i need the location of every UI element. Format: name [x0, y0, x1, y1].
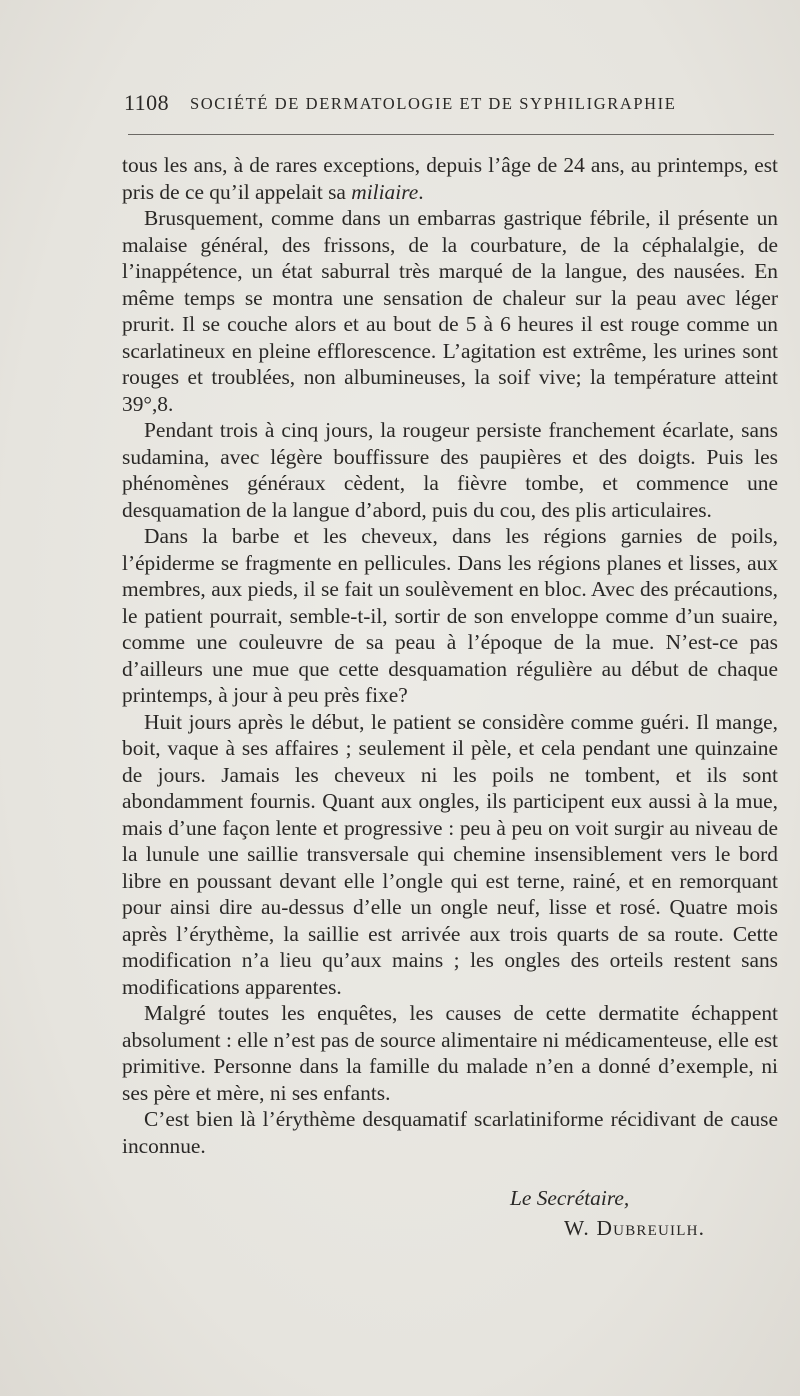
signature-name: W. Dubreuilh. [564, 1216, 706, 1240]
paragraph [122, 152, 778, 205]
paragraph: Pendant trois à cinq jours, la rougeur persiste franchement écarlate, sans sudamina, avec légère bouffissure des paupières et des doigts. Puis les phénomènes généraux cèdent, la fièvre tombe, et commence une desquamation de la langue d’abord, puis du cou, des plis articulaires. [122, 418, 778, 522]
emphasis-term: miliaire [351, 179, 419, 204]
paragraph: Brusquement, comme dans un embarras gastrique fébrile, il présente un malaise général, des frissons, de la courbature, de la céphalalgie, de l’inappétence, un état saburral très marqué de la langue, des nausées. En même temps se montra une sensation de chaleur sur la peau avec léger prurit. Il se couche alors et au bout de 5 à 6 heures il est rouge comme un scarlatineux en pleine efflorescence. L’agitation est extrême, les urines sont rouges et troublées, non albumineuses, la soif vive; la température atteint 39°,8. [122, 206, 778, 416]
paragraph: C’est bien là l’érythème desquamatif scarlatiniforme récidivant de cause inconnue. [122, 1107, 778, 1158]
paragraph: Malgré toutes les enquêtes, les causes de cette dermatite échappent absolument : elle n’est pas de source alimentaire ni médicamenteuse, elle est primitive. Personne dans la famille du malade n’en a donné d’exemple, ni ses père et mère, ni ses enfants. [122, 1001, 778, 1105]
page-header [124, 88, 774, 124]
article-body [122, 152, 778, 1159]
header-rule [128, 134, 774, 135]
paragraph: Huit jours après le début, le patient se considère comme guéri. Il mange, boit, vaque à ses affaires ; seulement il pèle, et cela pendant une quinzaine de jours. Jamais les cheveux ni les poils ne tombent, et ils sont abondamment fournis. Quant aux ongles, ils participent eux aussi à la mue, mais d’une façon lente et progressive : peu à peu on voit surgir au niveau de la lunule une saillie transversale qui chemine insensiblement vers le bord libre en poussant devant elle l’ongle qui est terne, rainé, et en remorquant pour ainsi dire au-dessus d’elle un ongle neuf, lisse et rosé. Quatre mois après l’érythème, la saillie est arrivée aux trois quarts de sa route. Cette modification n’a lieu qu’aux mains ; les ongles des orteils restent sans modifications apparentes. [122, 709, 778, 999]
page-number: 1108 [124, 90, 170, 115]
signature-role: Le Secrétaire, [510, 1186, 630, 1210]
running-head: SOCIÉTÉ DE DERMATOLOGIE ET DE SYPHILIGRAPHIE [190, 94, 677, 113]
signature-block [500, 1183, 760, 1243]
paragraph-text: . [418, 179, 424, 204]
paragraph-text: tous les ans, à de rares exceptions, depuis l’âge de 24 ans, au printemps, est pris de ce qu’il appelait sa [122, 153, 778, 204]
paragraph: Dans la barbe et les cheveux, dans les régions garnies de poils, l’épiderme se fragmente en pellicules. Dans les régions planes et lisses, aux membres, aux pieds, il se fait un soulèvement en bloc. Avec des précautions, le patient pourrait, semble-t-il, sortir de son enveloppe comme d’un suaire, comme une couleuvre de sa peau à l’époque de la mue. N’est-ce pas d’ailleurs une mue que cette desquamation régulière au début de chaque printemps, à jour à peu près fixe? [122, 524, 778, 707]
